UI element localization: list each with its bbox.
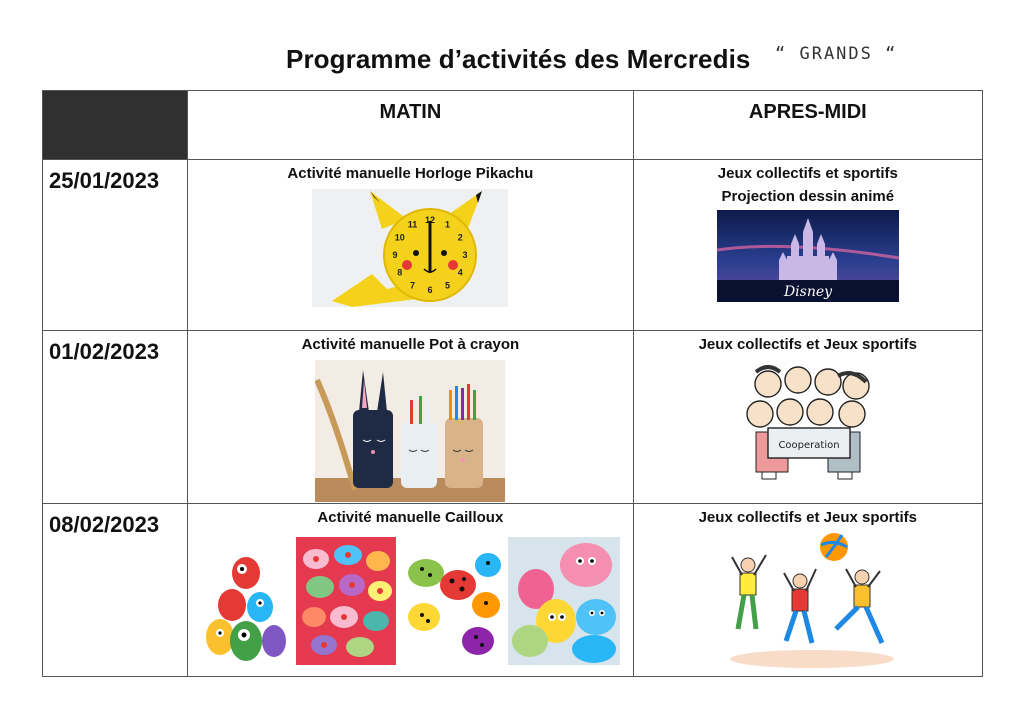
clock-number: 4 — [458, 267, 464, 278]
disney-castle-image — [717, 210, 899, 302]
clock-number: 6 — [427, 285, 433, 295]
clock-number: 1 — [445, 219, 451, 230]
cooperation-kids-image — [738, 364, 878, 482]
table-row — [43, 160, 983, 331]
matin-cell — [188, 504, 633, 677]
row-date: 01/02/2023 — [43, 331, 188, 504]
heart-stones-image — [296, 537, 396, 665]
apres-midi-activity: Jeux collectifs et sportifs — [717, 165, 898, 182]
clock-number: 5 — [445, 280, 451, 291]
matin-activity: Activité manuelle Cailloux — [317, 509, 504, 526]
apres-midi-activity: Jeux collectifs et Jeux sportifs — [698, 509, 918, 526]
table-row — [43, 504, 983, 677]
apres-midi-cell — [633, 504, 982, 677]
corner-cell — [43, 91, 188, 160]
clock-number: 3 — [462, 250, 468, 260]
apres-midi-activity-line2: Projection dessin animé — [721, 188, 895, 205]
painted-stones-images — [188, 537, 632, 665]
handwritten-note: “ GRANDS “ — [775, 44, 898, 64]
matin-cell — [188, 331, 633, 504]
ladybug-stones-image — [402, 537, 502, 665]
clock-number: 2 — [458, 232, 464, 243]
matin-activity: Activité manuelle Horloge Pikachu — [287, 165, 534, 182]
row-date: 08/02/2023 — [43, 504, 188, 677]
clock-number: 12 — [425, 215, 436, 225]
column-header-apres-midi: APRES-MIDI — [633, 91, 982, 160]
clock-number: 10 — [395, 232, 406, 243]
pencil-pot-image — [315, 360, 505, 502]
schedule-table — [42, 90, 983, 677]
column-header-matin: MATIN — [188, 91, 633, 160]
pikachu-clock-image — [312, 189, 508, 307]
cooperation-sign-text: Cooperation — [778, 440, 840, 451]
row-date: 25/01/2023 — [43, 160, 188, 331]
clock-number: 9 — [392, 250, 398, 260]
apres-midi-cell — [633, 160, 982, 331]
clock-number: 8 — [397, 267, 403, 278]
monster-stones-image — [200, 537, 290, 665]
disney-logo-text: Disney — [783, 284, 832, 300]
clock-number: 7 — [410, 280, 416, 291]
clock-number: 11 — [408, 219, 418, 230]
matin-activity: Activité manuelle Pot à crayon — [301, 336, 520, 353]
table-header-row — [43, 91, 983, 160]
apres-midi-cell — [633, 331, 982, 504]
face-stones-image — [508, 537, 620, 665]
table-row — [43, 331, 983, 504]
matin-cell — [188, 160, 633, 331]
apres-midi-activity: Jeux collectifs et Jeux sportifs — [698, 336, 918, 353]
page-title: Programme d’activités des Mercredis — [286, 44, 751, 74]
kids-ball-game-image — [722, 533, 894, 669]
